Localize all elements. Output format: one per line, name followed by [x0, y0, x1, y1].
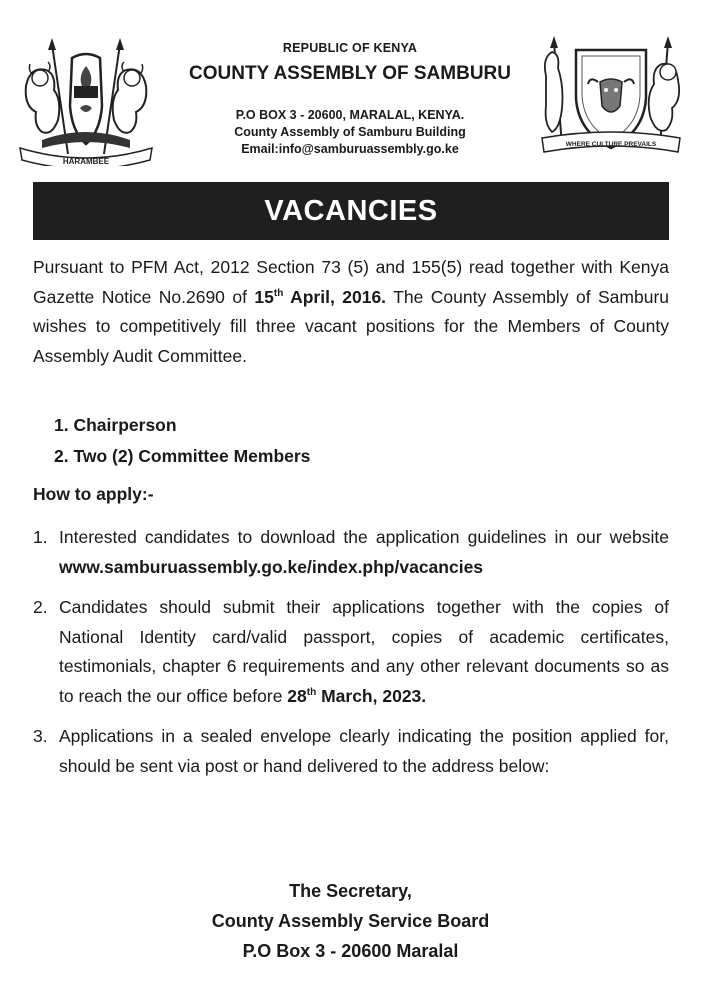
kenya-coat-of-arms-icon — [12, 36, 160, 166]
intro-date-suffix: th — [273, 287, 284, 299]
republic-title: REPUBLIC OF KENYA — [282, 41, 418, 55]
right-crest-motto: WHERE CULTURE PREVAILS — [565, 141, 657, 148]
left-crest-motto: HARAMBEE — [62, 157, 110, 166]
assembly-title: COUNTY ASSEMBLY OF SAMBURU — [189, 63, 511, 84]
letterhead — [0, 36, 701, 166]
samburu-county-crest-icon — [532, 36, 690, 166]
postal-address: P.O BOX 3 - 20600, MARALAL, KENYA. — [235, 108, 465, 122]
position-number: 2. — [54, 446, 69, 466]
step-number: 1. — [33, 527, 48, 547]
deadline-suffix: th — [306, 686, 317, 698]
postal-address-block — [0, 876, 701, 966]
step3-text: Applications in a sealed envelope clearly indicating the position applied for, should be sent via post or hand delivered to the address below: — [59, 726, 669, 776]
list-item — [33, 593, 669, 711]
vacancies-banner — [33, 182, 669, 240]
intro-paragraph — [33, 253, 669, 371]
step-number: 2. — [33, 597, 48, 617]
how-to-apply-heading: How to apply:- — [33, 484, 154, 504]
intro-date-day: 15 — [254, 286, 274, 307]
positions-list — [54, 410, 654, 472]
step1-text: Interested candidates to download the application guidelines in our website — [59, 527, 669, 547]
position-number: 1. — [54, 415, 69, 435]
step2-text: Candidates should submit their applications together with the copies of National Identity card/valid passport, copies of academic certificates, testimonials, chapter 6 requirements and any other relevant documents so as to reach the our office before — [59, 597, 669, 706]
intro-text-1: Pursuant to PFM Act, 2012 Section 73 (5) and 155(5) read together with Kenya Gazette Notice No.2690 of — [33, 257, 669, 307]
list-item — [54, 441, 654, 472]
banner-title: VACANCIES — [264, 194, 438, 227]
position-label: Chairperson — [73, 415, 177, 435]
building-address: County Assembly of Samburu Building — [234, 125, 466, 139]
intro-text-2: The County Assembly of Samburu wishes to competitively fill three vacant positions for the Members of County Assembly Audit Committee. — [33, 286, 670, 366]
website-link[interactable]: www.samburuassembly.go.ke/index.php/vacancies — [59, 556, 484, 577]
deadline-day: 28 — [287, 685, 307, 706]
address-line-3: P.O Box 3 - 20600 Maralal — [242, 941, 459, 961]
list-item — [33, 523, 669, 582]
email-address: Email:info@samburuassembly.go.ke — [241, 142, 459, 156]
list-item — [54, 410, 654, 441]
position-label: Two (2) Committee Members — [73, 446, 311, 466]
address-line-2: County Assembly Service Board — [211, 911, 490, 931]
intro-date-rest: April, 2016. — [283, 286, 387, 307]
address-line-1: The Secretary, — [289, 881, 412, 901]
list-item — [33, 722, 669, 781]
deadline-rest: March, 2023. — [316, 685, 427, 706]
application-steps — [33, 523, 669, 792]
step-number: 3. — [33, 726, 48, 746]
